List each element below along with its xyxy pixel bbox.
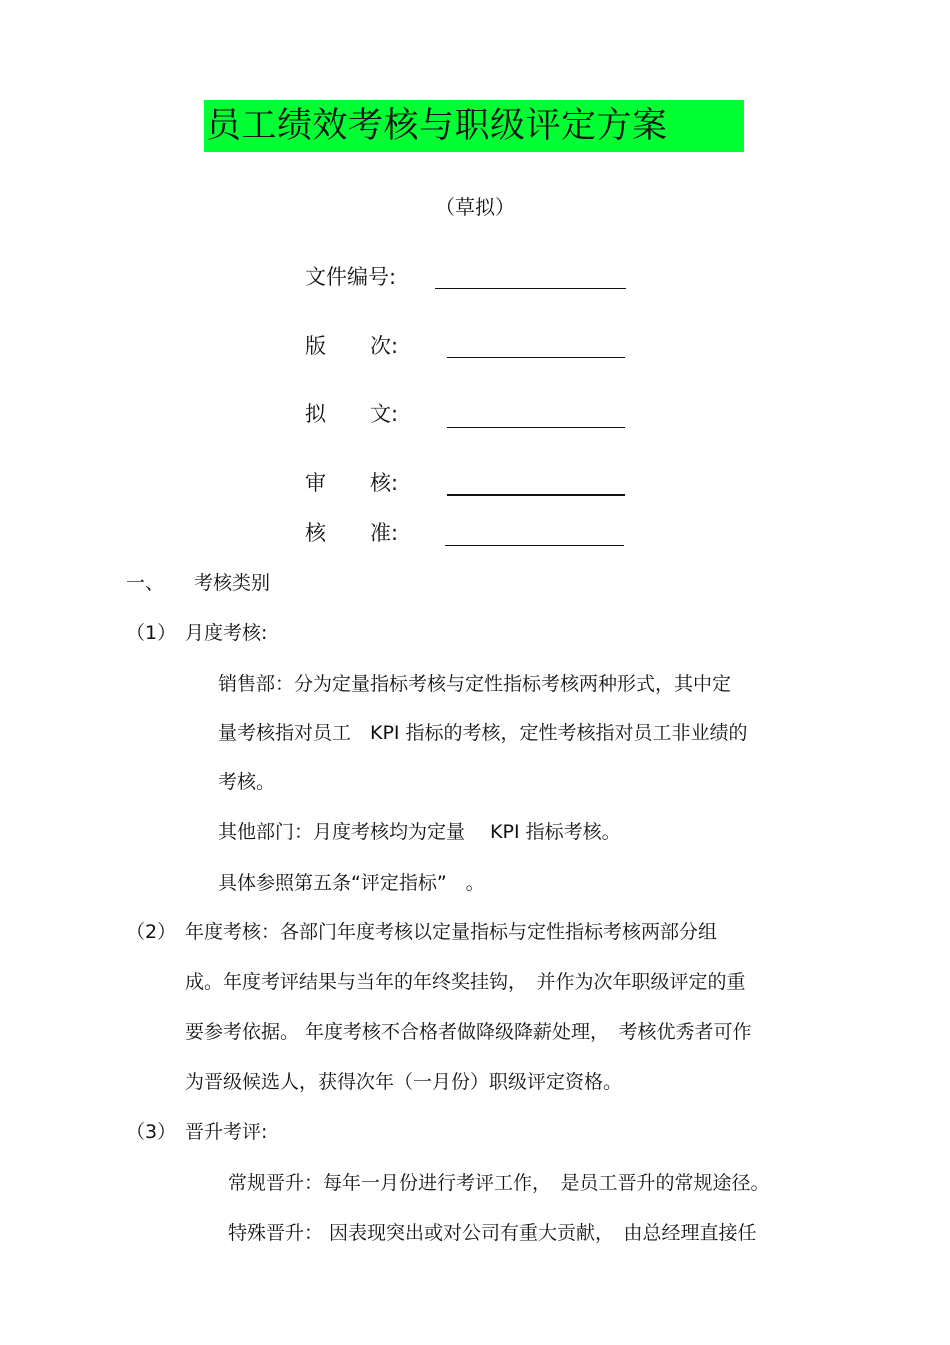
sales-paragraph-line-2: 量考核指对员工 KPI 指标的考核，定性考核指对员工非业绩的	[218, 722, 748, 744]
field-drafter-line	[447, 427, 625, 428]
item-2-marker: （2）	[126, 921, 177, 943]
field-approve-label-a: 核	[305, 521, 326, 545]
section-heading: 考核类别	[194, 572, 271, 594]
field-drafter-label-b: 文:	[370, 402, 399, 426]
reference-text: 具体参照第五条“评定指标” 。	[218, 872, 485, 894]
title-banner	[204, 100, 744, 152]
item-1-heading: 月度考核:	[185, 622, 268, 644]
annual-paragraph-line-1: 年度考核：各部门年度考核以定量指标与定性指标考核两部分组	[185, 921, 718, 943]
field-approve-line	[445, 545, 624, 546]
special-promotion-text: 特殊晋升： 因表现突出或对公司有重大贡献， 由总经理直接任	[228, 1222, 757, 1244]
field-version-line	[447, 357, 625, 358]
section-number: 一、	[126, 572, 165, 594]
sales-paragraph-line-1: 销售部：分为定量指标考核与定性指标考核两种形式，其中定	[218, 673, 732, 695]
annual-paragraph-line-4: 为晋级候选人，获得次年（一月份）职级评定资格。	[185, 1071, 623, 1093]
document-subtitle: （草拟）	[435, 195, 515, 219]
field-approve-label-b: 准:	[370, 521, 399, 545]
field-drafter-label-a: 拟	[305, 402, 326, 426]
field-doc-number-line	[435, 288, 626, 289]
item-1-marker: （1）	[126, 622, 177, 644]
field-review-label-b: 核:	[370, 471, 399, 495]
field-review-label-a: 审	[305, 471, 326, 495]
field-version-label-b: 次:	[370, 334, 399, 358]
sales-paragraph-line-3: 考核。	[218, 771, 276, 793]
regular-promotion-text: 常规晋升：每年一月份进行考评工作， 是员工晋升的常规途径。	[228, 1172, 770, 1194]
document-title: 员工绩效考核与职级评定方案	[206, 106, 668, 146]
annual-paragraph-line-3: 要参考依据。 年度考核不合格者做降级降薪处理， 考核优秀者可作	[185, 1021, 752, 1043]
other-departments-text: 其他部门：月度考核均为定量 KPI 指标考核。	[218, 821, 621, 843]
field-review-line	[447, 494, 625, 496]
item-3-marker: （3）	[126, 1121, 177, 1143]
field-version-label-a: 版	[305, 334, 326, 358]
item-3-heading: 晋升考评:	[185, 1121, 268, 1143]
annual-paragraph-line-2: 成。年度考评结果与当年的年终奖挂钩， 并作为次年职级评定的重	[185, 971, 746, 993]
field-doc-number-label: 文件编号:	[305, 265, 397, 289]
